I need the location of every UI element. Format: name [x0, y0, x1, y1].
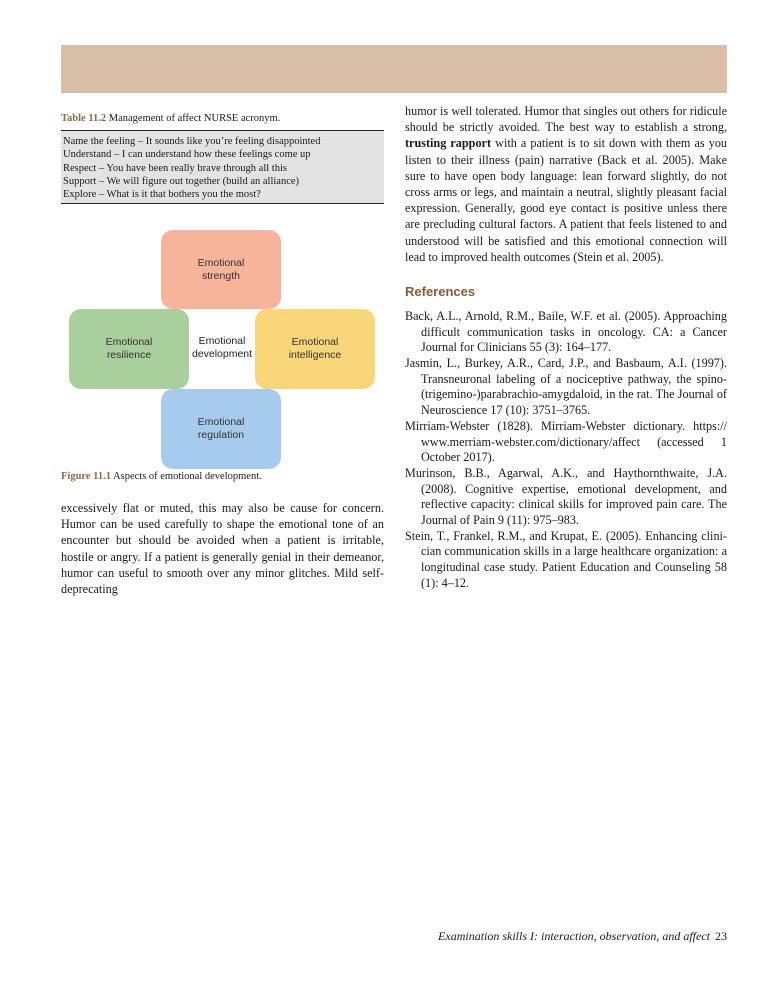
left-column-paragraph: excessively flat or muted, this may also be cause for concern. Humor can be used carefully to shape the emotional tone of an encounter but should be avoided when a patient is irritable, hostile or angry. If a patient is generally genial in their demeanor, humor can useful to smooth over any minor glitches. Mild self-deprecating [61, 501, 384, 597]
box-emotional-strength [161, 230, 281, 309]
box-label: regulation [197, 429, 245, 441]
box-label: Emotional [197, 256, 245, 269]
references-list [405, 309, 727, 592]
box-emotional-development [188, 320, 256, 376]
table-row: Support – We will figure out together (build an alliance) [63, 175, 300, 187]
table-caption-text: Management of affect NURSE acronym. [108, 113, 281, 124]
references-heading: References [405, 284, 476, 299]
box-label: resilience [106, 349, 152, 361]
right-column-paragraph [405, 103, 727, 265]
box-label: strength [202, 269, 240, 282]
table-label: Table 11.2 [61, 113, 107, 124]
reference-item: Jasmin, L., Burkey, A.R., Card, J.P., and Basbaum, A.I. (1997). Transneuronal labeling of a nociceptive pathway, the spino-(trigemino-)parabrachio-amygdaloid, in the rat. The Journal of Neuroscience 17 (10): 3751–3765. [405, 356, 727, 417]
box-label: Emotional [105, 336, 153, 348]
paragraph-text: with a patient is to sit down with them as you listen to their illness (pain) narrative (Back et al. 2005). Make sure to have open body language: lean forward slightly, do not cross arms or legs, and maintain a neutral, slightly pleasant facial expression. Generally, good eye contact is positive unless there are precluding cultural factors. A patient that feels listened to and understood will be satisfied and this emotional connection will lead to improved health outcomes (Stein et al. 2005). [405, 136, 728, 264]
running-title: Examination skills I: interaction, observation, and affect [438, 929, 710, 943]
reference-item: Mirriam-Webster (1828). Mirriam-Webster dictionary. https:// www.merriam-webster.com/dictionary/affect (accessed 1 October 2017). [405, 418, 727, 465]
table-row: Name the feeling – It sounds like you’re feeling disappointed [63, 136, 321, 147]
figure-caption [61, 470, 381, 484]
page-footer [438, 929, 727, 944]
box-label: intelligence [288, 349, 342, 361]
figure-caption-text: Aspects of emotional development. [113, 471, 262, 482]
box-emotional-resilience [69, 309, 189, 389]
table-row: Understand – I can understand how these feelings come up [63, 149, 311, 161]
header-banner [61, 45, 727, 93]
box-label: Emotional [197, 416, 245, 428]
box-label: development [191, 348, 253, 360]
reference-item: Back, A.L., Arnold, R.M., Baile, W.F. et al. (2005). Approaching difficult communication tasks in oncology. CA: a Cancer Journal for Clinicians 55 (3): 164–177. [405, 309, 727, 355]
nurse-table [61, 130, 384, 204]
table-caption [61, 112, 386, 126]
reference-item: Murinson, B.B., Agarwal, A.K., and Haythornthwaite, J.A. (2008). Cognitive expertise, emotional development, and reflective capacity: clinical skills for improved pain care. The Journal of Pain 9 (11): 975–983. [405, 466, 727, 527]
box-emotional-regulation [161, 389, 281, 469]
box-emotional-intelligence [255, 309, 375, 389]
page-number: 23 [715, 929, 727, 943]
paragraph-text: humor is well tolerated. Humor that singles out others for ridicule should be strictly avoided. The best way to establish a strong, [405, 104, 727, 135]
figure-label: Figure 11.1 [61, 471, 111, 482]
bold-term: trusting rapport [405, 136, 492, 151]
box-label: Emotional [291, 336, 339, 348]
table-row: Explore – What is it that bothers you the most? [63, 189, 261, 201]
table-row: Respect – You have been really brave through all this [63, 162, 287, 174]
reference-item: Stein, T., Frankel, R.M., and Krupat, E. (2005). Enhancing clini-cian communication skills in a large healthcare organization: a longitudinal case study. Patient Education and Counseling 58 (1): 4–12. [405, 528, 727, 590]
box-label: Emotional [198, 335, 246, 347]
